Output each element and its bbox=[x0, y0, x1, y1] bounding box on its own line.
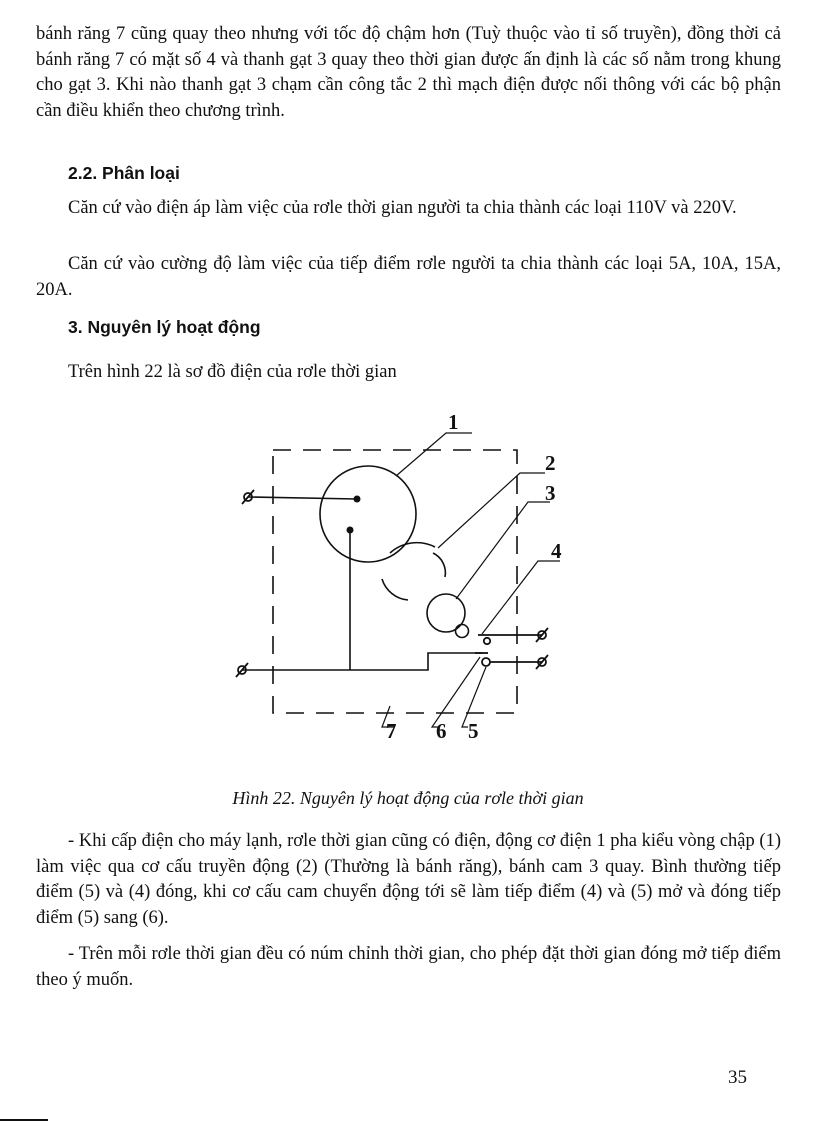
input-wire-top bbox=[248, 497, 357, 499]
callout-label-4: 4 bbox=[551, 539, 562, 563]
leader-line-5 bbox=[462, 667, 486, 727]
callout-label-1: 1 bbox=[448, 410, 459, 434]
page-number: 35 bbox=[728, 1067, 747, 1088]
cam-lobe-circle bbox=[456, 625, 469, 638]
cam-wheel-circle bbox=[427, 594, 465, 632]
callout-label-2: 2 bbox=[545, 451, 556, 475]
section-2-2-heading: 2.2. Phân loại bbox=[68, 163, 180, 183]
transmission-arc-lower bbox=[382, 579, 408, 600]
classification-current-paragraph: Căn cứ vào cường độ làm việc của tiếp điểm rơle người ta chia thành các loại 5A, 10A, 15A, 20A. bbox=[36, 254, 781, 300]
bullet-paragraph-1: - Khi cấp điện cho máy lạnh, rơle thời gian cũng có điện, động cơ điện 1 pha kiểu vòng chập (1) làm việc qua cơ cấu truyền động (2) (Thường là bánh răng), bánh cam 3 quay. Bình thường tiếp điểm (5) và (4) đóng, khi cơ cấu cam chuyển động tới sẽ làm tiếp điểm (4) và (5) mở và đóng tiếp điểm (5) sang (6). bbox=[36, 831, 781, 928]
section-3-heading: 3. Nguyên lý hoạt động bbox=[68, 317, 261, 337]
figure-caption: Hình 22. Nguyên lý hoạt động của rơle thời gian bbox=[232, 788, 584, 808]
leader-line-2 bbox=[438, 473, 545, 548]
shaded-pole-motor-circle bbox=[320, 466, 416, 562]
leader-line-1 bbox=[396, 433, 472, 476]
callout-label-6: 6 bbox=[436, 719, 447, 743]
relay-enclosure-outline bbox=[273, 450, 517, 713]
bottom-margin-rule bbox=[0, 1119, 48, 1121]
leader-line-3 bbox=[456, 502, 550, 599]
contact-5-point bbox=[482, 658, 490, 666]
contact-6-point bbox=[484, 638, 490, 644]
transmission-arc-right bbox=[433, 553, 445, 577]
bullet-paragraph-2: - Trên mỗi rơle thời gian đều có núm chỉnh thời gian, cho phép đặt thời gian đóng mở tiếp điểm theo ý muốn. bbox=[36, 944, 781, 990]
common-wire-to-contact bbox=[350, 653, 482, 670]
leader-line-6 bbox=[432, 657, 480, 727]
classification-voltage-paragraph: Căn cứ vào điện áp làm việc của rơle thời gian người ta chia thành các loại 110V và 220V. bbox=[68, 198, 737, 218]
intro-paragraph: bánh răng 7 cũng quay theo nhưng với tốc độ chậm hơn (Tuỳ thuộc vào tỉ số truyền), đồng thời cả bánh răng 7 có mặt số 4 và thanh gạt 3 quay theo thời gian được ấn định là các số nằm trong khung cho gạt 3. Khi nào thanh gạt 3 chạm cần công tắc 2 thì mạch điện được nối thông với các bộ phận cần điều khiển theo chương trình. bbox=[36, 24, 781, 121]
figure-intro-paragraph: Trên hình 22 là sơ đồ điện của rơle thời gian bbox=[68, 362, 397, 382]
callout-label-5: 5 bbox=[468, 719, 479, 743]
leader-line-4 bbox=[482, 561, 560, 634]
callout-label-7: 7 bbox=[386, 719, 397, 743]
callout-label-3: 3 bbox=[545, 481, 556, 505]
time-relay-wiring-diagram bbox=[210, 405, 600, 745]
